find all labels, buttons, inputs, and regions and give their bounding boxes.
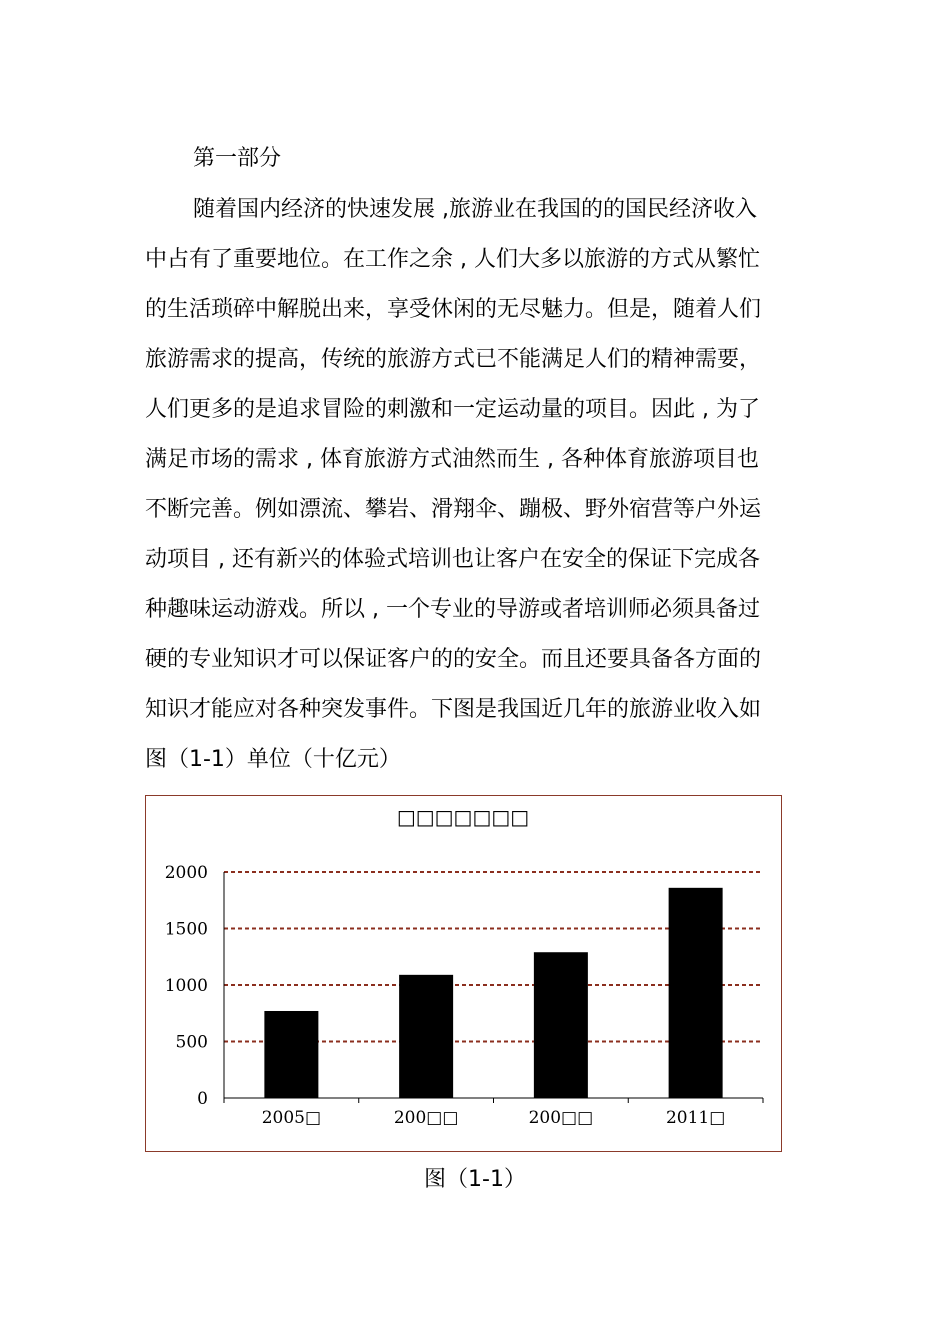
chart-frame: [145, 795, 782, 1152]
paragraph-line: 中占有了重要地位。在工作之余 , 人们大多以旅游的方式从繁忙: [145, 247, 760, 272]
bar: [534, 952, 588, 1098]
paragraph-line: 的生活琐碎中解脱出来，享受休闲的无尽魅力。但是，随着人们: [145, 297, 762, 322]
paragraph-line: 种趣味运动游戏。所以 , 一个专业的导游或者培训师必须具备过: [145, 597, 760, 622]
bar: [399, 975, 453, 1098]
x-tick-label: 2011□: [665, 1108, 726, 1128]
y-tick-label: 1000: [164, 976, 208, 996]
bar-chart: [146, 796, 783, 1153]
body-paragraph: [145, 185, 810, 785]
chart-title: □□□□□□□: [396, 805, 530, 829]
figure-caption: 图（1-1）: [424, 1167, 526, 1192]
paragraph-line: 图（1-1）单位（十亿元）: [145, 747, 401, 772]
paragraph-line: 知识才能应对各种突发事件。下图是我国近几年的旅游业收入如: [145, 697, 762, 722]
x-tick-label: 2005□: [261, 1108, 322, 1128]
y-tick-label: 1500: [164, 919, 208, 940]
bar: [669, 888, 723, 1098]
y-tick-label: 2000: [164, 863, 208, 883]
y-tick-label: 0: [197, 1089, 208, 1109]
paragraph-line: 人们更多的是追求冒险的刺激和一定运动量的项目。因此 , 为了: [145, 397, 760, 422]
paragraph-line: 动项目 , 还有新兴的体验式培训也让客户在安全的保证下完成各: [145, 547, 760, 572]
paragraph-line: 满足市场的需求 , 体育旅游方式油然而生 , 各种体育旅游项目也: [145, 447, 759, 472]
x-tick-label: 200□□: [393, 1108, 459, 1128]
paragraph-line: 硬的专业知识才可以保证客户的的安全。而且还要具备各方面的: [145, 647, 762, 672]
paragraph-line: 随着国内经济的快速发展 ,旅游业在我国的的国民经济收入: [193, 197, 757, 222]
paragraph-line: 不断完善。例如漂流、攀岩、滑翔伞、蹦极、野外宿营等户外运: [145, 497, 762, 522]
x-tick-label: 200□□: [528, 1108, 594, 1128]
y-tick-label: 500: [175, 1032, 208, 1053]
bar: [264, 1011, 318, 1098]
paragraph-line: 旅游需求的提高，传统的旅游方式已不能满足人们的精神需要，: [145, 347, 762, 372]
section-title: 第一部分: [193, 146, 282, 171]
